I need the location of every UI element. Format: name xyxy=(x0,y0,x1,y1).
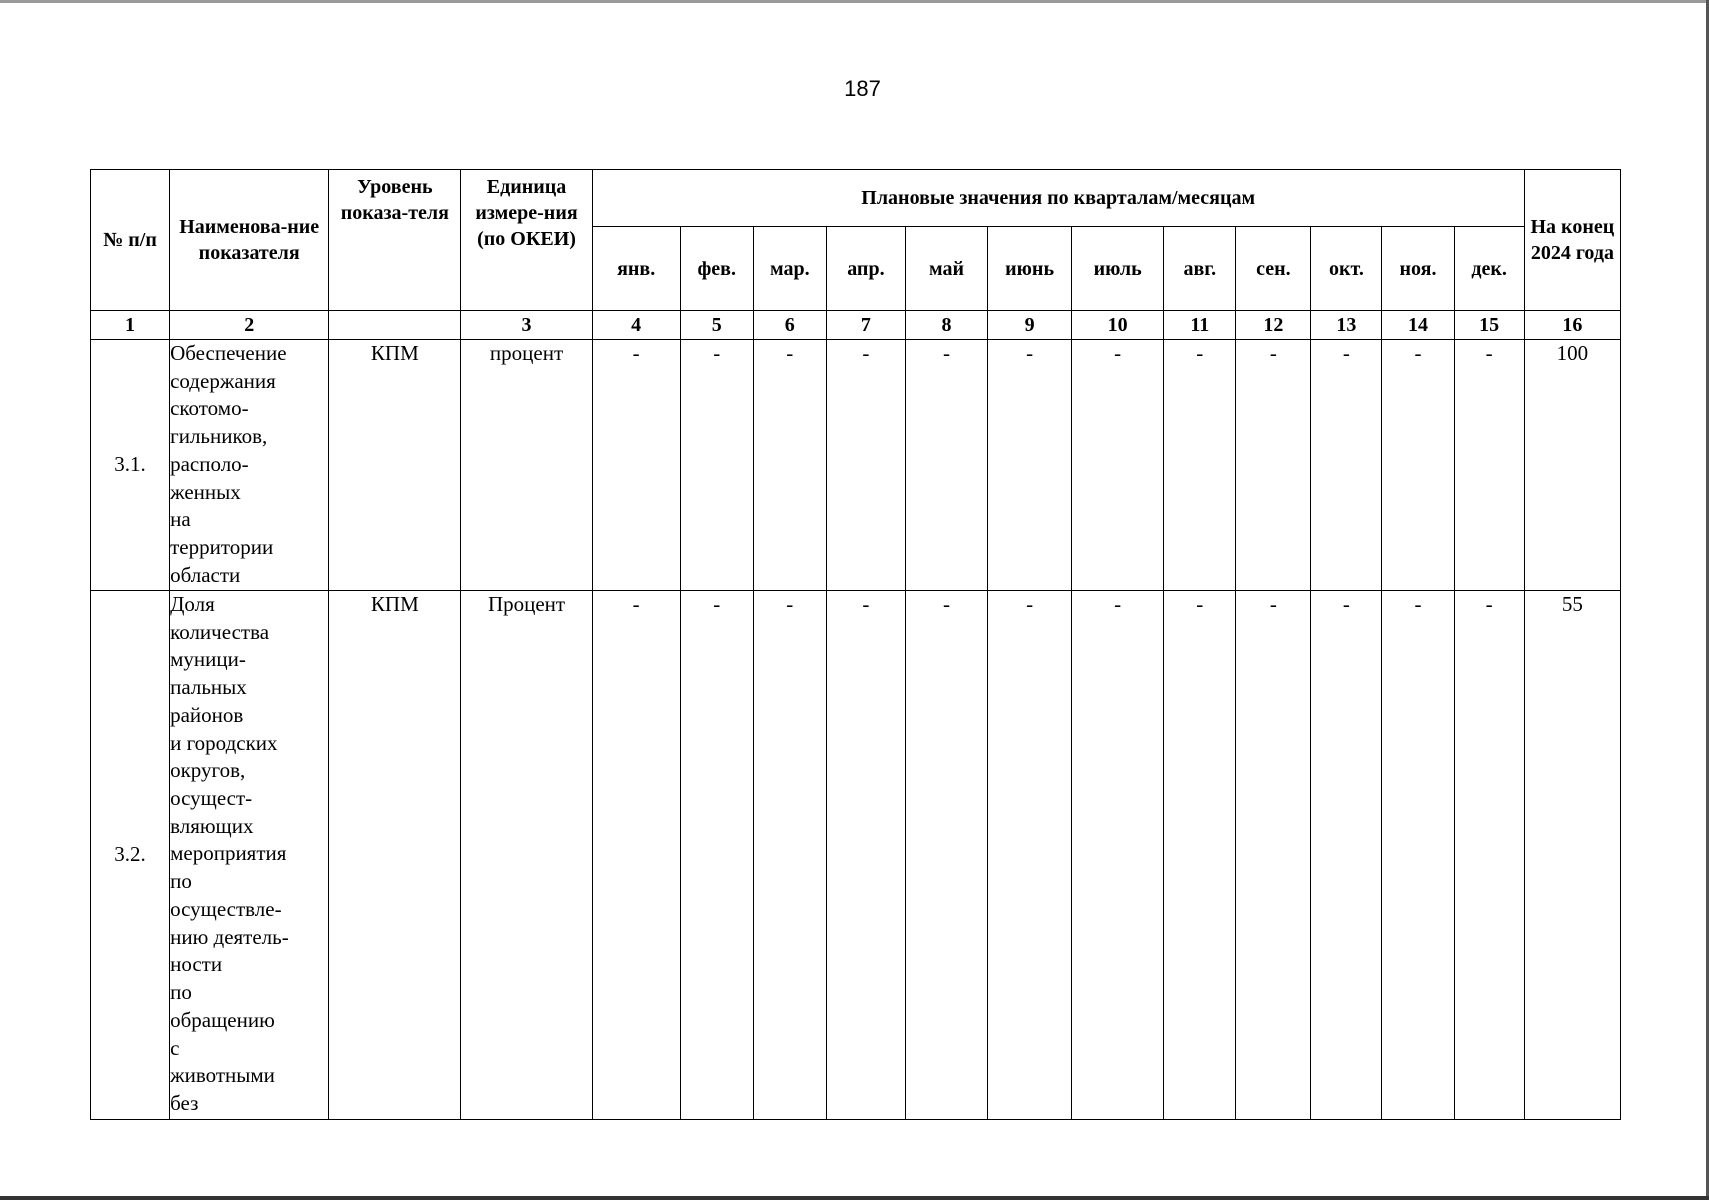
indicator-name-line: осуществле- xyxy=(170,896,282,921)
header-month-6: июль xyxy=(1072,227,1164,311)
indicator-plan-table xyxy=(90,169,1621,1120)
month-value: - xyxy=(988,340,1072,591)
month-value: - xyxy=(1454,340,1524,591)
column-number-0: 1 xyxy=(91,311,170,340)
month-value: - xyxy=(680,340,753,591)
indicator-name-line: по xyxy=(170,869,192,894)
scan-edge-top xyxy=(0,0,1709,3)
column-number-1: 2 xyxy=(170,311,329,340)
header-month-1: фев. xyxy=(680,227,753,311)
indicator-level: КПМ xyxy=(329,340,461,591)
indicator-name-line: нию деятель- xyxy=(170,924,289,949)
end-of-year-value: 100 xyxy=(1524,340,1620,591)
header-unit: Единица измере-ния (по ОКЕИ) xyxy=(461,170,592,311)
column-numbers-row xyxy=(91,311,1621,340)
month-value: - xyxy=(1236,340,1311,591)
indicator-name-line: животными xyxy=(170,1063,275,1088)
header-month-5: июнь xyxy=(988,227,1072,311)
header-row-1 xyxy=(91,170,1621,227)
column-number-15: 15 xyxy=(1454,311,1524,340)
indicator-name-line: осущест- xyxy=(170,786,253,811)
header-level: Уровень показа-теля xyxy=(329,170,461,311)
column-number-6: 6 xyxy=(753,311,826,340)
indicator-name-line: без xyxy=(170,1090,199,1115)
month-value: - xyxy=(1164,340,1236,591)
indicator-name xyxy=(170,340,329,591)
indicator-name-line: на xyxy=(170,507,191,532)
header-plan: Плановые значения по кварталам/месяцам xyxy=(592,170,1524,227)
header-month-7: авг. xyxy=(1164,227,1236,311)
month-value: - xyxy=(680,591,753,1120)
month-value: - xyxy=(1236,591,1311,1120)
month-value: - xyxy=(1382,591,1454,1120)
indicator-name-line: Обеспечение xyxy=(170,341,287,365)
indicator-name-line: районов xyxy=(170,702,244,727)
indicator-name-line: области xyxy=(170,562,241,587)
indicator-name-line: муници- xyxy=(170,647,246,672)
row-number: 3.1. xyxy=(91,340,170,591)
month-value: - xyxy=(905,591,987,1120)
month-value: - xyxy=(1454,591,1524,1120)
row-number: 3.2. xyxy=(91,591,170,1120)
indicator-name-line: содержания xyxy=(170,368,276,393)
scan-edge-bottom xyxy=(0,1196,1709,1200)
column-number-4: 4 xyxy=(592,311,680,340)
header-month-8: сен. xyxy=(1236,227,1311,311)
month-value: - xyxy=(753,591,826,1120)
column-number-3: 3 xyxy=(461,311,592,340)
column-number-9: 9 xyxy=(988,311,1072,340)
header-month-4: май xyxy=(905,227,987,311)
table-row xyxy=(91,591,1621,1120)
indicator-name-line: с xyxy=(170,1035,180,1060)
column-number-16: 16 xyxy=(1524,311,1620,340)
month-value: - xyxy=(1072,591,1164,1120)
month-value: - xyxy=(592,340,680,591)
indicator-name-line: Доля xyxy=(170,592,215,616)
month-value: - xyxy=(1311,591,1382,1120)
header-end-of-year: На конец 2024 года xyxy=(1524,170,1620,311)
indicator-name-line: располо- xyxy=(170,451,249,476)
header-num: № п/п xyxy=(91,170,170,311)
header-name: Наименова-ние показателя xyxy=(170,170,329,311)
month-value: - xyxy=(1311,340,1382,591)
indicator-unit: Процент xyxy=(461,591,592,1120)
indicator-name-line: количества xyxy=(170,619,270,644)
month-value: - xyxy=(753,340,826,591)
table-row xyxy=(91,340,1621,591)
indicator-name-line: и городских xyxy=(170,730,278,755)
indicator-name-line: по xyxy=(170,980,192,1005)
month-value: - xyxy=(826,340,905,591)
end-of-year-value: 55 xyxy=(1524,591,1620,1120)
indicator-name-line: территории xyxy=(170,535,274,560)
column-number-8: 8 xyxy=(905,311,987,340)
column-number-12: 12 xyxy=(1236,311,1311,340)
indicator-unit: процент xyxy=(461,340,592,591)
header-month-9: окт. xyxy=(1311,227,1382,311)
column-number-2 xyxy=(329,311,461,340)
month-value: - xyxy=(1164,591,1236,1120)
header-month-2: мар. xyxy=(753,227,826,311)
header-month-10: ноя. xyxy=(1382,227,1454,311)
column-number-7: 7 xyxy=(826,311,905,340)
indicator-level: КПМ xyxy=(329,591,461,1120)
month-value: - xyxy=(905,340,987,591)
month-value: - xyxy=(592,591,680,1120)
month-value: - xyxy=(988,591,1072,1120)
indicator-name-line: округов, xyxy=(170,758,246,783)
column-number-14: 14 xyxy=(1382,311,1454,340)
indicator-name xyxy=(170,591,329,1120)
indicator-name-line: вляющих xyxy=(170,813,254,838)
indicator-name-line: ности xyxy=(170,952,223,977)
indicator-name-line: обращению xyxy=(170,1007,275,1032)
indicator-name-line: мероприятия xyxy=(170,841,287,866)
column-number-11: 11 xyxy=(1164,311,1236,340)
column-number-10: 10 xyxy=(1072,311,1164,340)
month-value: - xyxy=(826,591,905,1120)
column-number-5: 5 xyxy=(680,311,753,340)
indicator-name-line: женных xyxy=(170,479,241,504)
indicator-name-line: гильников, xyxy=(170,424,268,449)
header-month-0: янв. xyxy=(592,227,680,311)
header-month-11: дек. xyxy=(1454,227,1524,311)
page-number: 187 xyxy=(844,76,881,101)
column-number-13: 13 xyxy=(1311,311,1382,340)
month-value: - xyxy=(1382,340,1454,591)
header-month-3: апр. xyxy=(826,227,905,311)
month-value: - xyxy=(1072,340,1164,591)
indicator-name-line: скотомо- xyxy=(170,396,249,421)
indicator-name-line: пальных xyxy=(170,675,247,700)
